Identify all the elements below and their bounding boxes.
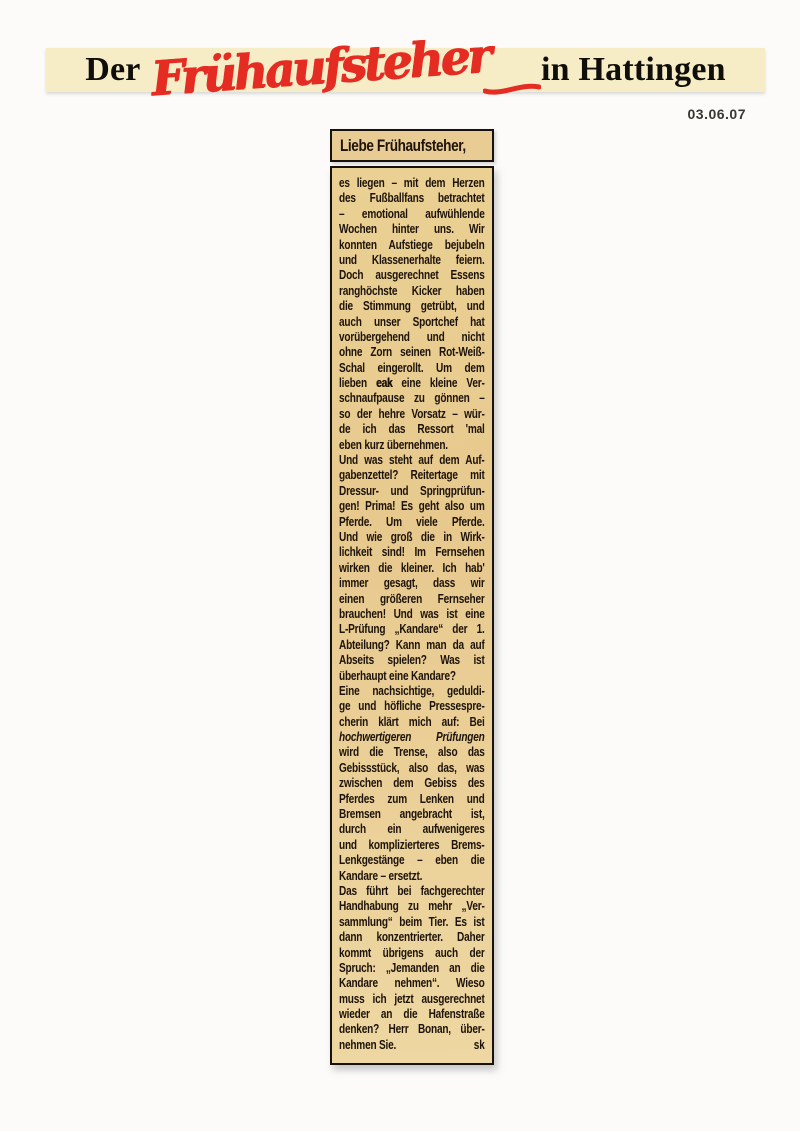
text-segment: Und wie groß die in Wirk- [339,529,485,544]
text-segment: überhaupt eine Kandare? [339,668,456,683]
text-line [339,946,485,961]
text-line [339,1007,485,1022]
text-line [339,515,485,530]
text-segment: so der hehre Vorsatz – wür- [339,406,485,421]
text-segment: ranghöchste Kicker haben [339,283,485,298]
text-segment: Handhabung zu mehr „Ver- [339,899,485,914]
text-segment: lichkeit sind! Im Fernsehen [339,545,485,560]
text-line [339,268,485,283]
text-line [339,684,485,699]
text-segment: lieben [339,376,377,391]
text-segment: eak [376,376,393,391]
text-line [339,422,485,437]
text-line [339,545,485,560]
text-segment: Pferde. Um viele Pferde. [339,514,485,529]
date-label: 03.06.07 [687,106,746,122]
text-line [339,822,485,837]
text-segment: L-Prüfung „Kandare“ der 1. [339,622,485,637]
text-segment: Schal eingerollt. Um dem [339,360,485,375]
text-line [339,669,485,684]
text-line [339,530,485,545]
text-segment: Abseits spielen? Was ist [339,653,485,668]
clipping-text-box [330,166,494,1065]
text-segment: des Fußballfans betrachtet [339,191,485,206]
text-line [339,1038,485,1053]
text-segment: die Stimmung getrübt, und [339,299,485,314]
text-segment: durch ein aufwenigeres [339,822,485,837]
text-line [339,1022,485,1037]
text-line [339,191,485,206]
text-segment: Dressur- und Springprüfun- [339,483,485,498]
text-segment: Pferdes zum Lenken und [339,791,485,806]
masthead-logo [148,27,491,107]
text-line [339,176,485,191]
text-segment: Spruch: „Jemanden an die [339,960,485,975]
text-line [339,391,485,406]
text-line [339,653,485,668]
text-segment: Und was steht auf dem Auf- [339,453,485,468]
masthead-word-location: in Hattingen [541,51,726,88]
text-line [339,638,485,653]
text-line [339,361,485,376]
text-line [339,930,485,945]
text-line [339,284,485,299]
clipping-title: Liebe Frühaufsteher, [340,135,466,155]
text-segment: und Klassenerhalte feiern. [339,252,485,267]
text-line [339,915,485,930]
text-segment: ohne Zorn seinen Rot-Weiß- [339,345,485,360]
text-segment: gabenzettel? Reitertage mit [339,468,485,483]
text-line [339,961,485,976]
text-line [339,792,485,807]
text-line [339,838,485,853]
text-segment: vorübergehend und nicht [339,329,485,344]
text-segment: sammlung“ beim Tier. Es ist [339,914,485,929]
text-line [339,299,485,314]
text-segment: Kandare nehmen“. Wieso [339,976,485,991]
text-line [339,407,485,422]
text-line [339,761,485,776]
masthead-banner [46,27,765,107]
text-segment: Wochen hinter uns. Wir [339,222,485,237]
text-segment: eben kurz übernehmen. [339,437,448,452]
text-segment: wird die Trense, also das [339,745,485,760]
text-line [339,715,485,730]
text-segment: cherin klärt mich auf: Bei [339,714,485,729]
text-segment: auch unser Sportchef hat [339,314,485,329]
text-segment: muss ich jetzt ausgerechnet [339,991,485,1006]
text-line [339,869,485,884]
text-line [339,499,485,514]
text-segment: Das führt bei fachgerechter [339,883,485,898]
text-segment: dann konzentrierter. Daher [339,930,485,945]
text-line [339,222,485,237]
text-line [339,607,485,622]
text-line [339,468,485,483]
text-line [339,438,485,453]
text-segment: Lenkgestänge – eben die [339,853,485,868]
text-line [339,730,485,745]
text-line [339,376,485,391]
text-line [339,484,485,499]
text-segment: wirken die kleiner. Ich hab' [339,560,485,575]
text-segment: Bremsen angebracht ist, [339,807,485,822]
text-line [339,807,485,822]
text-line [339,745,485,760]
text-segment: und komplizierteres Brems- [339,837,485,852]
text-segment: kommt übrigens auch der [339,945,485,960]
text-segment: de ich das Ressort 'mal [339,422,485,437]
text-line [339,253,485,268]
text-segment: gen! Prima! Es geht also um [339,499,485,514]
text-line [339,592,485,607]
text-line [339,992,485,1007]
text-segment: brauchen! Und was ist eine [339,606,485,621]
text-line [339,453,485,468]
text-segment: konnten Aufstiege bejubeln [339,237,485,252]
text-segment: schnaufpause zu gönnen – [339,391,485,406]
text-line [339,561,485,576]
text-line [339,899,485,914]
clipping-title-box [330,129,494,162]
text-segment: immer gesagt, dass wir [339,576,485,591]
text-line [339,976,485,991]
text-segment: denken? Herr Bonan, über- [339,1022,485,1037]
masthead-word-der: Der [85,51,141,88]
text-line [339,207,485,222]
text-segment: Abteilung? Kann man da auf [339,637,485,652]
text-segment: zwischen dem Gebiss des [339,776,485,791]
text-line [339,315,485,330]
text-segment: ge und höfliche Pressespre- [339,699,485,714]
text-segment: – emotional aufwühlende [339,206,485,221]
text-segment: eine kleine Ver- [392,376,485,391]
text-line [339,576,485,591]
text-segment: hochwertigeren Prüfungen [339,730,485,745]
text-line [339,699,485,714]
text-line [339,345,485,360]
masthead-script-word: Frühaufsteher [148,27,491,107]
text-line [339,330,485,345]
text-segment: Gebissstück, also das, was [339,760,485,775]
text-line [339,238,485,253]
text-segment: es liegen – mit dem Herzen [339,176,485,190]
text-line [339,884,485,899]
script-swash-icon [483,75,541,99]
text-segment: wieder an die Hafenstraße [339,1007,485,1022]
text-segment: nehmen Sie. [339,1037,397,1052]
text-segment: Doch ausgerechnet Essens [339,268,485,283]
signature: sk [473,1037,485,1052]
text-segment: einen größeren Fernseher [339,591,485,606]
clipping-text [339,176,485,1053]
text-line [339,776,485,791]
text-line [339,853,485,868]
text-segment: Eine nachsichtige, geduldi- [339,683,485,698]
text-segment: Kandare – ersetzt. [339,868,423,883]
text-line [339,622,485,637]
